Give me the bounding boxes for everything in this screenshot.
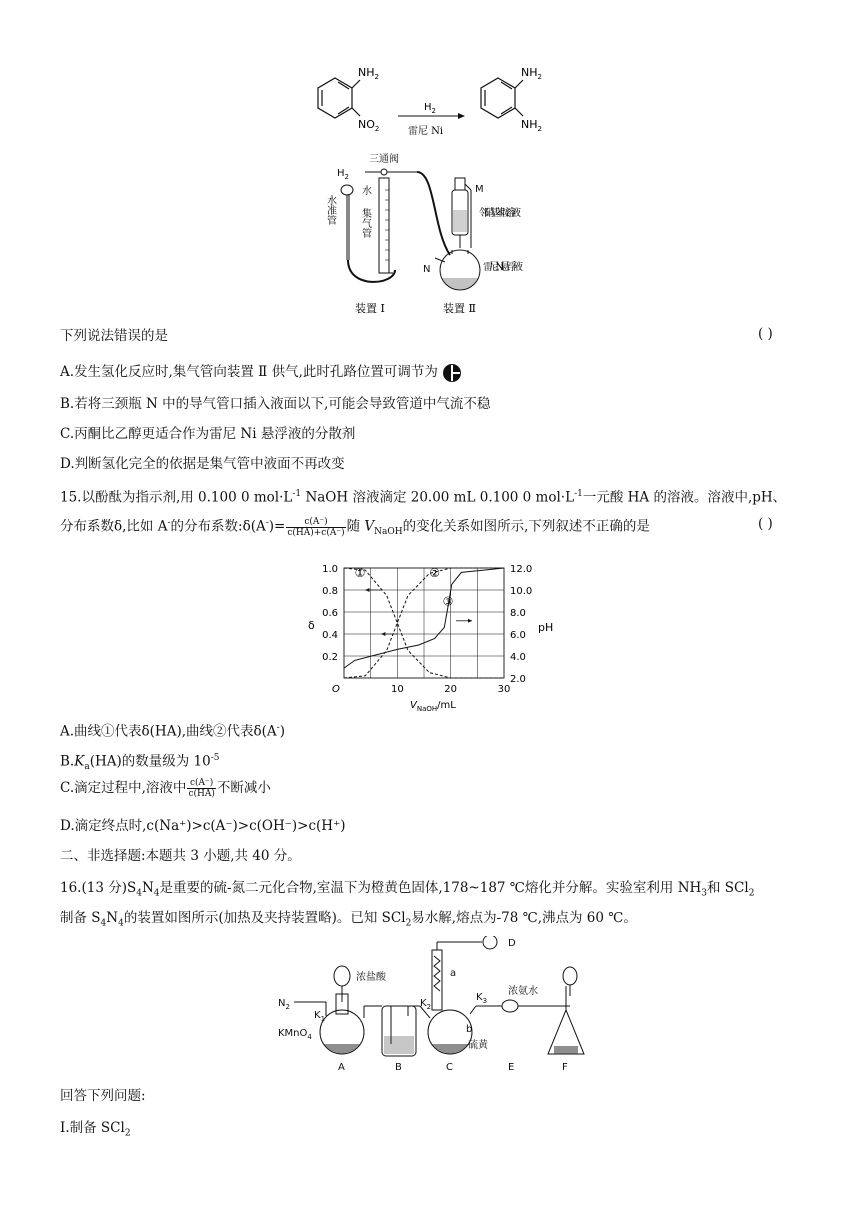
label-b: b xyxy=(466,1024,473,1035)
reactant-benzene-ring xyxy=(318,78,360,118)
leveling-tube-label: 水准管 xyxy=(325,195,336,225)
valve-position-icon xyxy=(442,363,462,383)
distribution-coefficient-fraction: $\frac{c(A^-)}{c(HA)+c(A^-)}$ xyxy=(287,516,345,538)
reactant-nh2-label: $NH_2$ xyxy=(358,66,379,81)
y-left-tick-label: 0.2 xyxy=(322,652,338,663)
q14-option-d[interactable]: D.判断氢化完全的依据是集气管中液面不再改变 xyxy=(60,456,345,472)
q14-option-b[interactable]: B.若将三颈瓶 N 中的导气管口插入液面以下,可能会导致管道中气流不稳 xyxy=(60,396,491,412)
ammonia-label: 浓氨水 xyxy=(508,986,538,997)
q16-stem-line2: 制备 $S_4N_4$的装置如图所示(加热及夹持装置略)。已知 SCl$_2$易水解,熔点为-78 ℃,沸点为 60 ℃。 xyxy=(60,910,637,929)
y-right-axis-label: pH xyxy=(538,621,554,634)
x-tick-label: 30 xyxy=(497,684,511,695)
q16-stem-line1: 16.(13 分)$S_4N_4$是重要的硫-氮二元化合物,室温下为橙黄色固体,178~187 ℃熔化并分解。实验室利用 $NH_3$和 SCl$_2$ xyxy=(60,880,755,899)
label-d: D xyxy=(508,938,516,949)
three-way-valve xyxy=(381,169,387,175)
catalyst-label: 雷尼 Ni xyxy=(408,126,444,137)
q15-option-a[interactable]: A.曲线①代表δ(HA),曲线②代表δ(A-) xyxy=(60,723,285,740)
curve-label-3: ③ xyxy=(442,594,454,609)
y-right-tick-label: 4.0 xyxy=(510,652,526,663)
y-right-tick-label: 12.0 xyxy=(510,564,533,575)
q16-prompt: 回答下列问题: xyxy=(60,1088,146,1104)
q15-option-d[interactable]: D.滴定终点时,c(Na⁺)>c(A⁻)>c(OH⁻)>c(H⁺) xyxy=(60,818,346,834)
product-benzene-ring xyxy=(481,78,523,118)
reagent-h2: $H_2$ xyxy=(424,102,436,115)
q16-part-1-heading: Ⅰ.制备 SCl$_2$ xyxy=(60,1120,131,1139)
y-left-tick-label: 0.6 xyxy=(322,608,338,619)
y-right-tick-label: 10.0 xyxy=(510,586,533,597)
sulfur-label: 硫黄 xyxy=(468,1040,488,1051)
leveling-bulb xyxy=(341,185,353,195)
label-c: C xyxy=(446,1062,453,1073)
k2-label: $K_2$ xyxy=(420,998,432,1011)
h2-inlet-label: $H_2$ xyxy=(337,168,349,181)
y-right-tick-label: 6.0 xyxy=(510,630,526,641)
s4n4-apparatus xyxy=(270,936,600,1076)
titration-chart xyxy=(300,556,570,712)
q14-option-c[interactable]: C.丙酮比乙醇更适合作为雷尼 Ni 悬浮液的分散剂 xyxy=(60,426,356,442)
q15-stem-line1: 15.以酚酞为指示剂,用 0.100 0 $mol\cdot L^{-1}$ NaOH 溶液滴定 20.00 mL 0.100 0 $mol\cdot L^{-1}$一元酸 HA 的溶液。溶液中,pH、 xyxy=(60,489,787,506)
flask-f xyxy=(548,986,584,1054)
reagent-fill xyxy=(324,1036,578,1054)
k3-label: $K_3$ xyxy=(476,992,488,1005)
x-tick-label: 20 xyxy=(444,684,458,695)
arrow-curve-3-head xyxy=(468,619,472,623)
q14-stem: 下列说法错误的是 xyxy=(60,328,168,344)
arrow-curve-2-head xyxy=(381,632,385,636)
section-2-heading: 二、非选择题:本题共 3 小题,共 40 分。 xyxy=(60,848,301,864)
product-nh2-top: $NH_2$ xyxy=(521,66,542,81)
device-2-label: 装置 Ⅱ xyxy=(443,302,476,315)
gas-tube-label: 集气管 xyxy=(359,208,371,238)
condenser-a-label: a xyxy=(450,968,457,979)
drying-tube-e xyxy=(502,1000,518,1012)
x-tick-label: 10 xyxy=(390,684,404,695)
solution-label: 邻硝基苯胺溶液 xyxy=(479,208,521,219)
reaction-scheme xyxy=(300,58,570,148)
water-label: 水 xyxy=(362,186,372,197)
hydrogenation-apparatus xyxy=(325,150,555,318)
x-axis-label: $V_{NaOH}/mL$ xyxy=(410,700,456,712)
label-f: F xyxy=(562,1062,568,1073)
funnel-a xyxy=(334,966,350,986)
q14-option-a[interactable]: A.发生氢化反应时,集气管向装置 Ⅱ 供气,此时孔路位置可调节为 xyxy=(60,362,462,383)
hcl-label: 浓盐酸 xyxy=(356,972,386,983)
y-right-tick-label: 8.0 xyxy=(510,608,526,619)
kmno4-label: KMnO$_4$ xyxy=(278,1028,312,1041)
suspension-label: 雷尼 Ni悬浮液 xyxy=(483,262,523,273)
ratio-fraction: $\frac{c(A^-)}{c(HA)}$ xyxy=(188,778,215,799)
y-right-tick-label: 2.0 xyxy=(510,674,526,685)
y-left-tick-label: 1.0 xyxy=(322,564,338,575)
label-n: N xyxy=(423,264,431,275)
device-1-label: 装置 Ⅰ xyxy=(355,302,385,315)
reactant-no2-label: $NO_2$ xyxy=(358,118,380,133)
label-b-bottle: B xyxy=(395,1062,402,1073)
origin-label: O xyxy=(332,684,340,695)
gas-collecting-tube xyxy=(379,178,389,273)
q15-stem-line2: 分布系数δ,比如 A-的分布系数:δ(A-)= $\frac{c(A^-)}{c(HA)+c(A^-)}$ 随 $V_{NaOH}$的变化关系如图所示,下列叙述不正确的是 xyxy=(60,516,650,538)
curve-label-2: ② xyxy=(429,565,441,580)
arrow-curve-1-head xyxy=(365,588,369,592)
label-m: M xyxy=(475,184,484,195)
label-e: E xyxy=(508,1062,515,1073)
y-left-tick-label: 0.8 xyxy=(322,586,338,597)
q15-option-c[interactable]: C.滴定过程中,溶液中 $\frac{c(A^-)}{c(HA)}$ 不断减小 xyxy=(60,778,271,799)
three-way-valve-label: 三通阀 xyxy=(369,154,399,165)
n2-label: $N_2$ xyxy=(278,998,290,1011)
drying-tube-d xyxy=(483,936,497,949)
rubber-tubing xyxy=(348,260,395,282)
q15-option-b[interactable]: $B.K_a(HA)$的数量级为 $10^{-5}$ xyxy=(60,753,220,773)
product-nh2-bottom: $NH_2$ xyxy=(521,118,542,133)
curve-label-1: ① xyxy=(354,565,366,580)
k1-label: $K_1$ xyxy=(314,1010,326,1023)
q15-answer-paren: ( ) xyxy=(758,516,773,532)
y-left-tick-label: 0.4 xyxy=(322,630,338,641)
label-a: A xyxy=(338,1062,345,1073)
q14-answer-paren: ( ) xyxy=(758,326,773,342)
y-left-axis-label: δ xyxy=(308,619,315,632)
